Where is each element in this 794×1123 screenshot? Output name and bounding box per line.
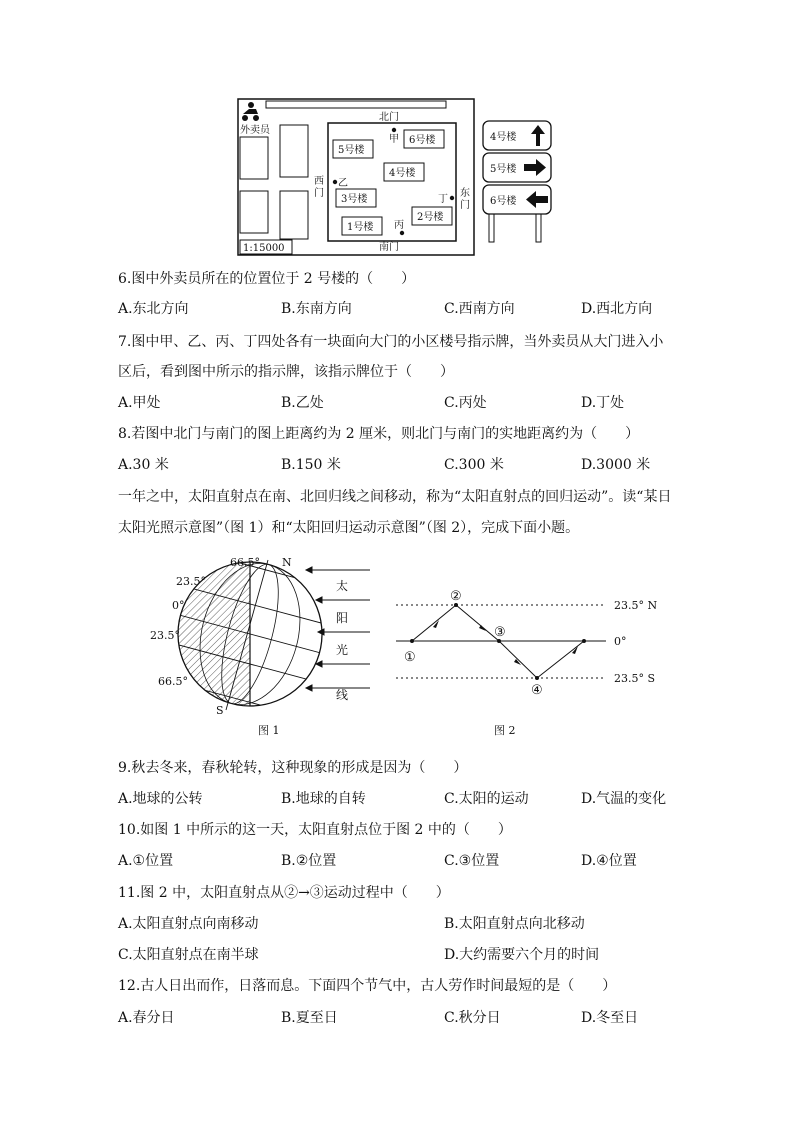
question-7-stem-line2: 区后，看到图中所示的指示牌，该指示牌位于（ ）	[118, 364, 454, 380]
question-6-stem: 6.图中外卖员所在的位置位于 2 号楼的（ ）	[118, 271, 416, 287]
question-8-stem: 8.若图中北门与南门的图上距离约为 2 厘米，则北门与南门的实地距离约为（ ）	[118, 426, 640, 442]
point-ding: 丁	[438, 194, 448, 205]
building-5: 5号楼	[338, 145, 365, 156]
q10-option-a[interactable]: A.①位置	[118, 853, 174, 869]
q8-option-a[interactable]: A.30 米	[118, 457, 169, 473]
q10-option-d[interactable]: D.④位置	[581, 853, 637, 869]
arrow-2-icon	[479, 625, 486, 631]
q12-option-a[interactable]: A.春分日	[118, 1010, 175, 1026]
north-pole-label: N	[282, 556, 292, 569]
point-bing: 丙	[394, 220, 404, 231]
q7-option-d[interactable]: D.丁处	[581, 395, 625, 411]
intro-paragraph: 一年之中，太阳直射点在南、北回归线之间移动，称为“太阳直射点的回归运动”。读“某日太阳光照示意图”（图 1）和“太阳回归运动示意图”（图 2），完成下面小题。	[118, 489, 672, 536]
q9-option-b[interactable]: B.地球的自转	[281, 791, 366, 807]
q8-option-c[interactable]: C.300 米	[444, 457, 504, 473]
point-jia: 甲	[389, 134, 399, 145]
q11-option-b[interactable]: B.太阳直射点向北移动	[444, 916, 585, 932]
building-1: 1号楼	[347, 222, 374, 233]
figure-2-caption: 图 2	[494, 724, 516, 737]
q12-option-b[interactable]: B.夏至日	[281, 1010, 338, 1026]
q6-option-c[interactable]: C.西南方向	[444, 301, 515, 317]
q7-option-a[interactable]: A.甲处	[118, 395, 161, 411]
q11-option-d[interactable]: D.大约需要六个月的时间	[444, 947, 600, 963]
position-2-label: ②	[450, 589, 462, 604]
south-pole-label: S	[216, 704, 224, 717]
question-11-stem: 11.图 2 中，太阳直射点从②→③运动过程中（ ）	[118, 885, 450, 901]
position-4-label: ④	[531, 683, 543, 698]
lat-665n-label: 66.5°	[230, 556, 260, 569]
lat-665s-label: 66.5°	[158, 675, 188, 688]
equator-label: 0°	[614, 635, 627, 648]
q6-option-a[interactable]: A.东北方向	[118, 301, 189, 317]
q12-option-c[interactable]: C.秋分日	[444, 1010, 501, 1026]
community-map	[236, 97, 476, 257]
q6-option-d[interactable]: D.西北方向	[581, 301, 653, 317]
sign-row-2: 5号楼	[490, 164, 517, 175]
building-4: 4号楼	[389, 168, 416, 179]
q12-option-d[interactable]: D.冬至日	[581, 1010, 639, 1026]
east-gate-label-2: 门	[460, 200, 470, 211]
q10-option-c[interactable]: C.③位置	[444, 853, 500, 869]
lat-235n-label: 23.5°	[176, 575, 206, 588]
q9-option-a[interactable]: A.地球的公转	[118, 791, 203, 807]
sunlight-label-3: 光	[336, 643, 349, 657]
q8-option-b[interactable]: B.150 米	[281, 457, 341, 473]
q11-option-a[interactable]: A.太阳直射点向南移动	[118, 916, 259, 932]
q7-option-c[interactable]: C.丙处	[444, 395, 487, 411]
figure-1-caption: 图 1	[258, 724, 280, 737]
south-gate-label: 南门	[379, 242, 399, 253]
question-10-stem: 10.如图 1 中所示的这一天，太阳直射点位于图 2 中的（ ）	[118, 822, 512, 838]
sunlight-label-1: 太	[336, 579, 349, 593]
building-3: 3号楼	[341, 194, 368, 205]
q8-option-d[interactable]: D.3000 米	[581, 457, 651, 473]
q6-option-b[interactable]: B.东南方向	[281, 301, 352, 317]
lat-235s-label: 23.5°	[150, 629, 180, 642]
building-2: 2号楼	[417, 212, 444, 223]
position-1-label: ①	[404, 650, 416, 665]
lat-0-label: 0°	[172, 599, 185, 612]
q9-option-d[interactable]: D.气温的变化	[581, 791, 667, 807]
figure-2-sun-migration	[392, 585, 682, 740]
west-gate-label-1: 西	[314, 176, 324, 187]
q7-option-b[interactable]: B.乙处	[281, 395, 324, 411]
map-scale: 1:15000	[243, 243, 285, 254]
sign-row-1: 4号楼	[490, 132, 517, 143]
courier-label: 外卖员	[240, 125, 270, 136]
sign-row-3: 6号楼	[490, 196, 517, 207]
point-yi: 乙	[338, 178, 348, 189]
north-gate-label: 北门	[379, 112, 399, 123]
q9-option-c[interactable]: C.太阳的运动	[444, 791, 529, 807]
question-9-stem: 9.秋去冬来，春秋轮转，这种现象的形成是因为（ ）	[118, 760, 468, 776]
building-sign	[480, 118, 556, 246]
building-6: 6号楼	[409, 135, 436, 146]
tropic-s-label: 23.5° S	[614, 672, 656, 685]
question-7-stem-line1: 7.图中甲、乙、丙、丁四处各有一块面向大门的小区楼号指示牌，当外卖员从大门进入小	[118, 334, 664, 350]
question-12-stem: 12.古人日出而作，日落而息。下面四个节气中，古人劳作时间最短的是（ ）	[118, 978, 617, 994]
tropic-n-label: 23.5° N	[614, 599, 658, 612]
sunlight-label-4: 线	[336, 688, 349, 702]
west-gate-label-2: 门	[314, 188, 324, 199]
sunlight-label-2: 阳	[336, 611, 349, 625]
figure-1-globe	[150, 552, 370, 742]
position-3-label: ③	[494, 625, 506, 640]
q10-option-b[interactable]: B.②位置	[281, 853, 337, 869]
q11-option-c[interactable]: C.太阳直射点在南半球	[118, 947, 259, 963]
east-gate-label-1: 东	[460, 188, 470, 199]
